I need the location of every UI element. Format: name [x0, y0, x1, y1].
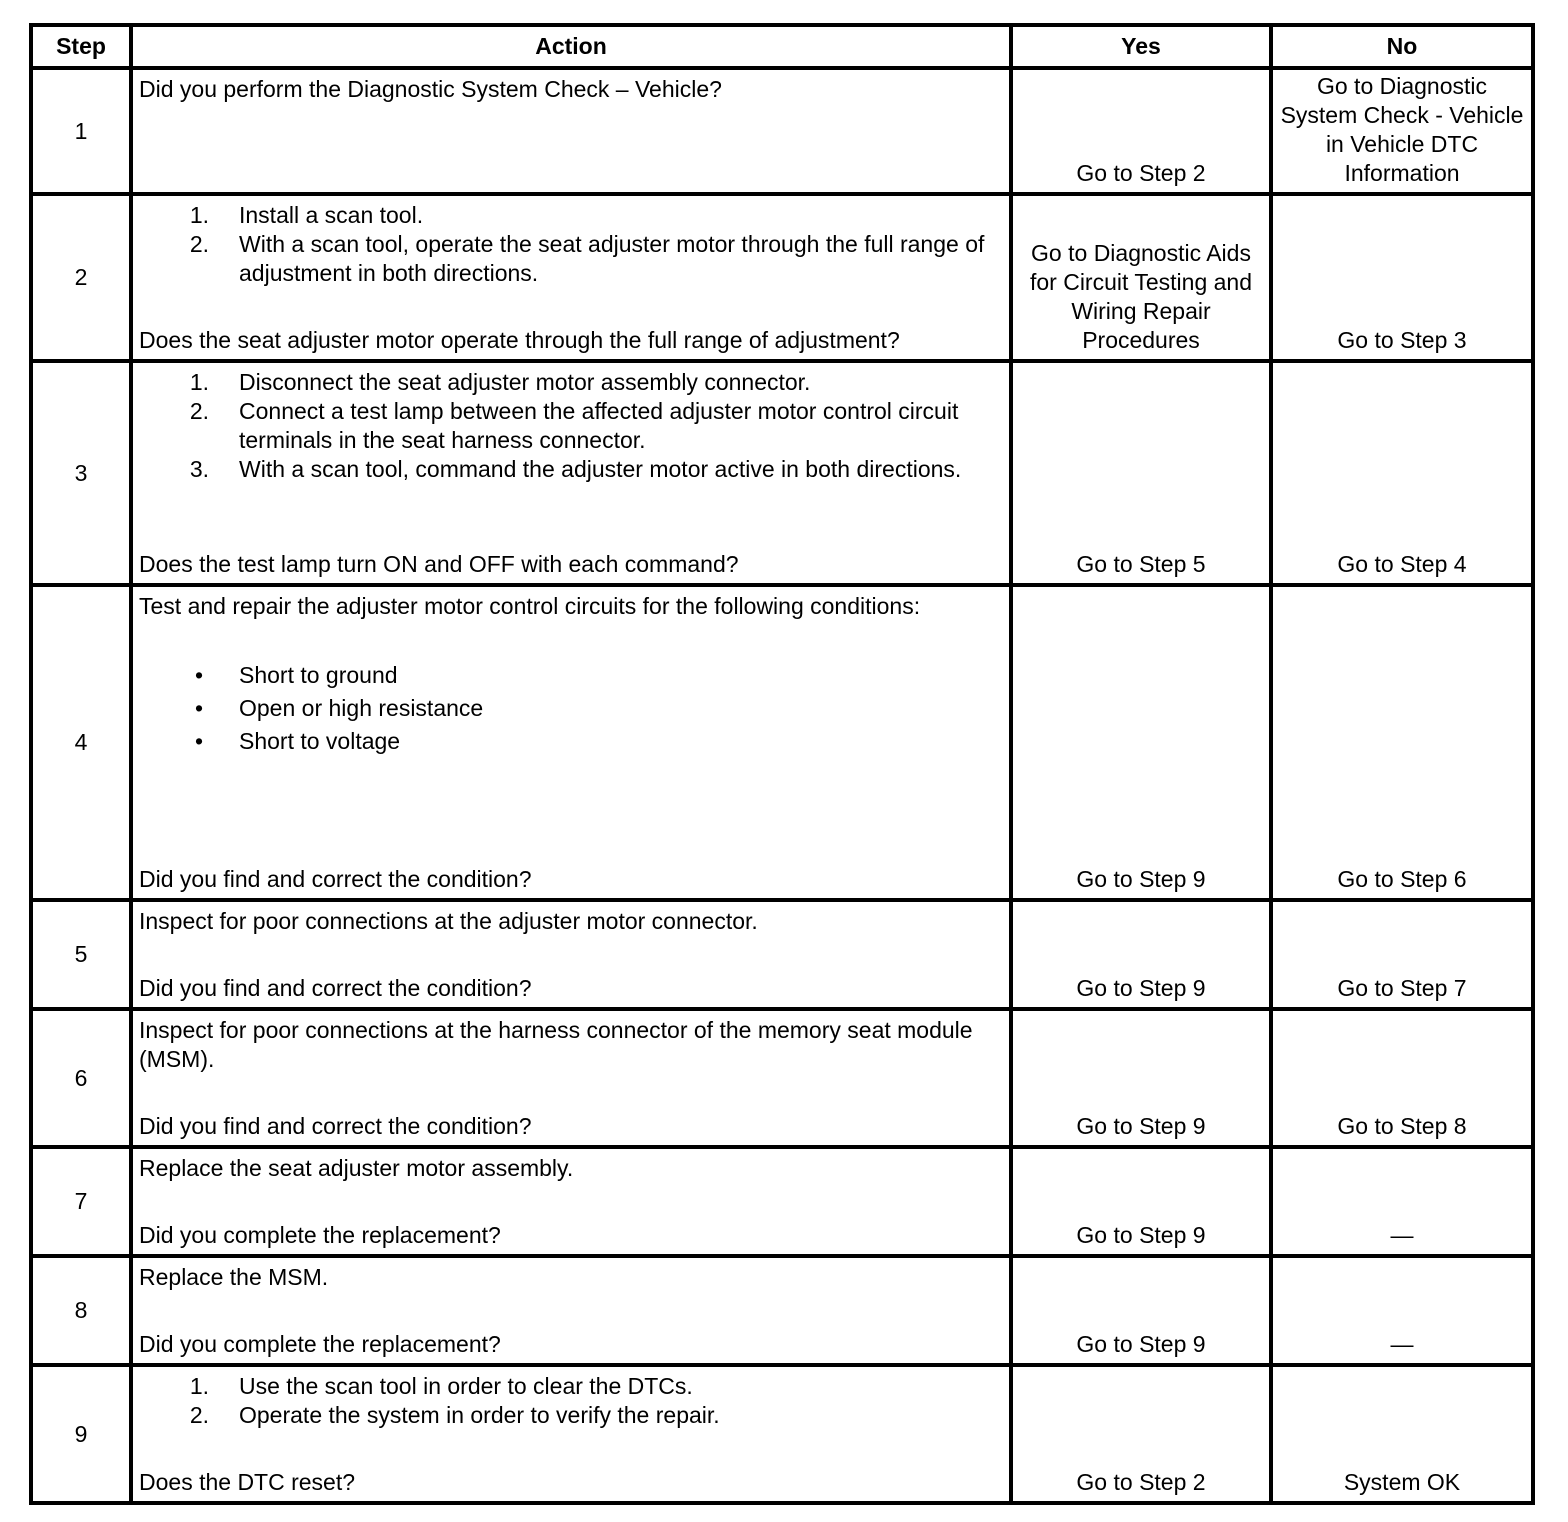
- list-item-text: Disconnect the seat adjuster motor assembly connector.: [239, 369, 811, 395]
- no-result: Go to Step 6: [1271, 585, 1533, 900]
- action-question: Did you find and correct the condition?: [139, 866, 532, 892]
- list-marker: 1.: [189, 202, 209, 228]
- action-question: Did you find and correct the condition?: [139, 1113, 532, 1139]
- action-cell: [131, 1365, 1011, 1503]
- action-intro: Test and repair the adjuster motor control circuits for the following conditions:: [139, 593, 921, 619]
- step-number: 2: [31, 194, 131, 361]
- step-number: 5: [31, 900, 131, 1009]
- step-number: 3: [31, 361, 131, 585]
- no-result: —: [1271, 1147, 1533, 1256]
- table-row: [31, 1365, 1533, 1503]
- list-marker: 2.: [189, 398, 209, 424]
- yes-result: Go to Step 9: [1011, 1256, 1271, 1365]
- step-number: 9: [31, 1365, 131, 1503]
- step-number: 1: [31, 68, 131, 194]
- header-no: No: [1271, 25, 1533, 68]
- no-result: —: [1271, 1256, 1533, 1365]
- action-cell: [131, 68, 1011, 194]
- action-cell: [131, 1256, 1011, 1365]
- list-item: [139, 659, 1003, 692]
- bullet-marker: •: [194, 662, 203, 688]
- table-row: [31, 585, 1533, 900]
- action-question: Did you complete the replacement?: [139, 1331, 501, 1357]
- yes-result: Go to Step 9: [1011, 900, 1271, 1009]
- action-intro: Replace the MSM.: [139, 1264, 329, 1290]
- list-item: [139, 692, 1003, 725]
- action-cell: [131, 194, 1011, 361]
- action-question: Did you find and correct the condition?: [139, 975, 532, 1001]
- list-marker: 1.: [189, 1373, 209, 1399]
- yes-result: Go to Step 2: [1011, 68, 1271, 194]
- list-item: [139, 368, 1003, 397]
- no-result: Go to Step 7: [1271, 900, 1533, 1009]
- table-row: [31, 900, 1533, 1009]
- action-intro: Inspect for poor connections at the adjuster motor connector.: [139, 908, 758, 934]
- no-result: Go to Diagnostic System Check - Vehicle in Vehicle DTC Information: [1271, 68, 1533, 194]
- yes-result: Go to Step 5: [1011, 361, 1271, 585]
- action-cell: [131, 900, 1011, 1009]
- list-item-text: Install a scan tool.: [239, 202, 424, 228]
- list-item-text: Open or high resistance: [239, 695, 484, 721]
- no-result: Go to Step 3: [1271, 194, 1533, 361]
- list-item-text: With a scan tool, operate the seat adjuster motor through the full range of adjustment in both directions.: [239, 231, 985, 286]
- action-question: Does the DTC reset?: [139, 1469, 356, 1495]
- table-row: [31, 68, 1533, 194]
- list-item-text: Connect a test lamp between the affected adjuster motor control circuit terminals in the seat harness connector.: [239, 398, 959, 453]
- list-item: [139, 230, 1003, 288]
- list-item: [139, 1401, 1003, 1430]
- table-row: [31, 1256, 1533, 1365]
- action-question: Does the seat adjuster motor operate through the full range of adjustment?: [139, 327, 900, 353]
- list-marker: 2.: [189, 231, 209, 257]
- action-question: Does the test lamp turn ON and OFF with each command?: [139, 551, 739, 577]
- list-item-text: Operate the system in order to verify the repair.: [239, 1402, 720, 1428]
- header-step: Step: [31, 25, 131, 68]
- bullet-list: [139, 659, 1003, 758]
- bullet-marker: •: [194, 695, 203, 721]
- action-cell: [131, 1147, 1011, 1256]
- action-cell: [131, 585, 1011, 900]
- list-item: [139, 725, 1003, 758]
- list-item: [139, 455, 1003, 484]
- action-cell: [131, 361, 1011, 585]
- step-number: 7: [31, 1147, 131, 1256]
- list-item: [139, 1372, 1003, 1401]
- table-row: [31, 361, 1533, 585]
- no-result: Go to Step 8: [1271, 1009, 1533, 1147]
- list-marker: 2.: [189, 1402, 209, 1428]
- action-intro: Replace the seat adjuster motor assembly.: [139, 1155, 574, 1181]
- numbered-list: [139, 368, 1003, 484]
- action-intro: Did you perform the Diagnostic System Check – Vehicle?: [139, 76, 722, 102]
- yes-result: Go to Step 9: [1011, 1009, 1271, 1147]
- table-row: [31, 1147, 1533, 1256]
- header-yes: Yes: [1011, 25, 1271, 68]
- no-result: Go to Step 4: [1271, 361, 1533, 585]
- list-item: [139, 201, 1003, 230]
- list-item-text: Short to voltage: [239, 728, 401, 754]
- list-item-text: Use the scan tool in order to clear the DTCs.: [239, 1373, 693, 1399]
- list-marker: 1.: [189, 369, 209, 395]
- yes-result: Go to Step 2: [1011, 1365, 1271, 1503]
- list-marker: 3.: [189, 456, 209, 482]
- diagnostic-table: [29, 23, 1535, 1505]
- action-question: Did you complete the replacement?: [139, 1222, 501, 1248]
- table-row: [31, 1009, 1533, 1147]
- numbered-list: [139, 1372, 1003, 1430]
- bullet-marker: •: [194, 728, 203, 754]
- yes-result: Go to Step 9: [1011, 1147, 1271, 1256]
- action-intro: Inspect for poor connections at the harness connector of the memory seat module (MSM).: [139, 1017, 973, 1072]
- header-row: [31, 25, 1533, 68]
- list-item-text: Short to ground: [239, 662, 398, 688]
- header-action: Action: [131, 25, 1011, 68]
- action-cell: [131, 1009, 1011, 1147]
- list-item: [139, 397, 1003, 455]
- yes-result: Go to Diagnostic Aids for Circuit Testing and Wiring Repair Procedures: [1011, 194, 1271, 361]
- step-number: 8: [31, 1256, 131, 1365]
- no-result: System OK: [1271, 1365, 1533, 1503]
- step-number: 4: [31, 585, 131, 900]
- numbered-list: [139, 201, 1003, 288]
- table-row: [31, 194, 1533, 361]
- step-number: 6: [31, 1009, 131, 1147]
- yes-result: Go to Step 9: [1011, 585, 1271, 900]
- list-item-text: With a scan tool, command the adjuster motor active in both directions.: [239, 456, 962, 482]
